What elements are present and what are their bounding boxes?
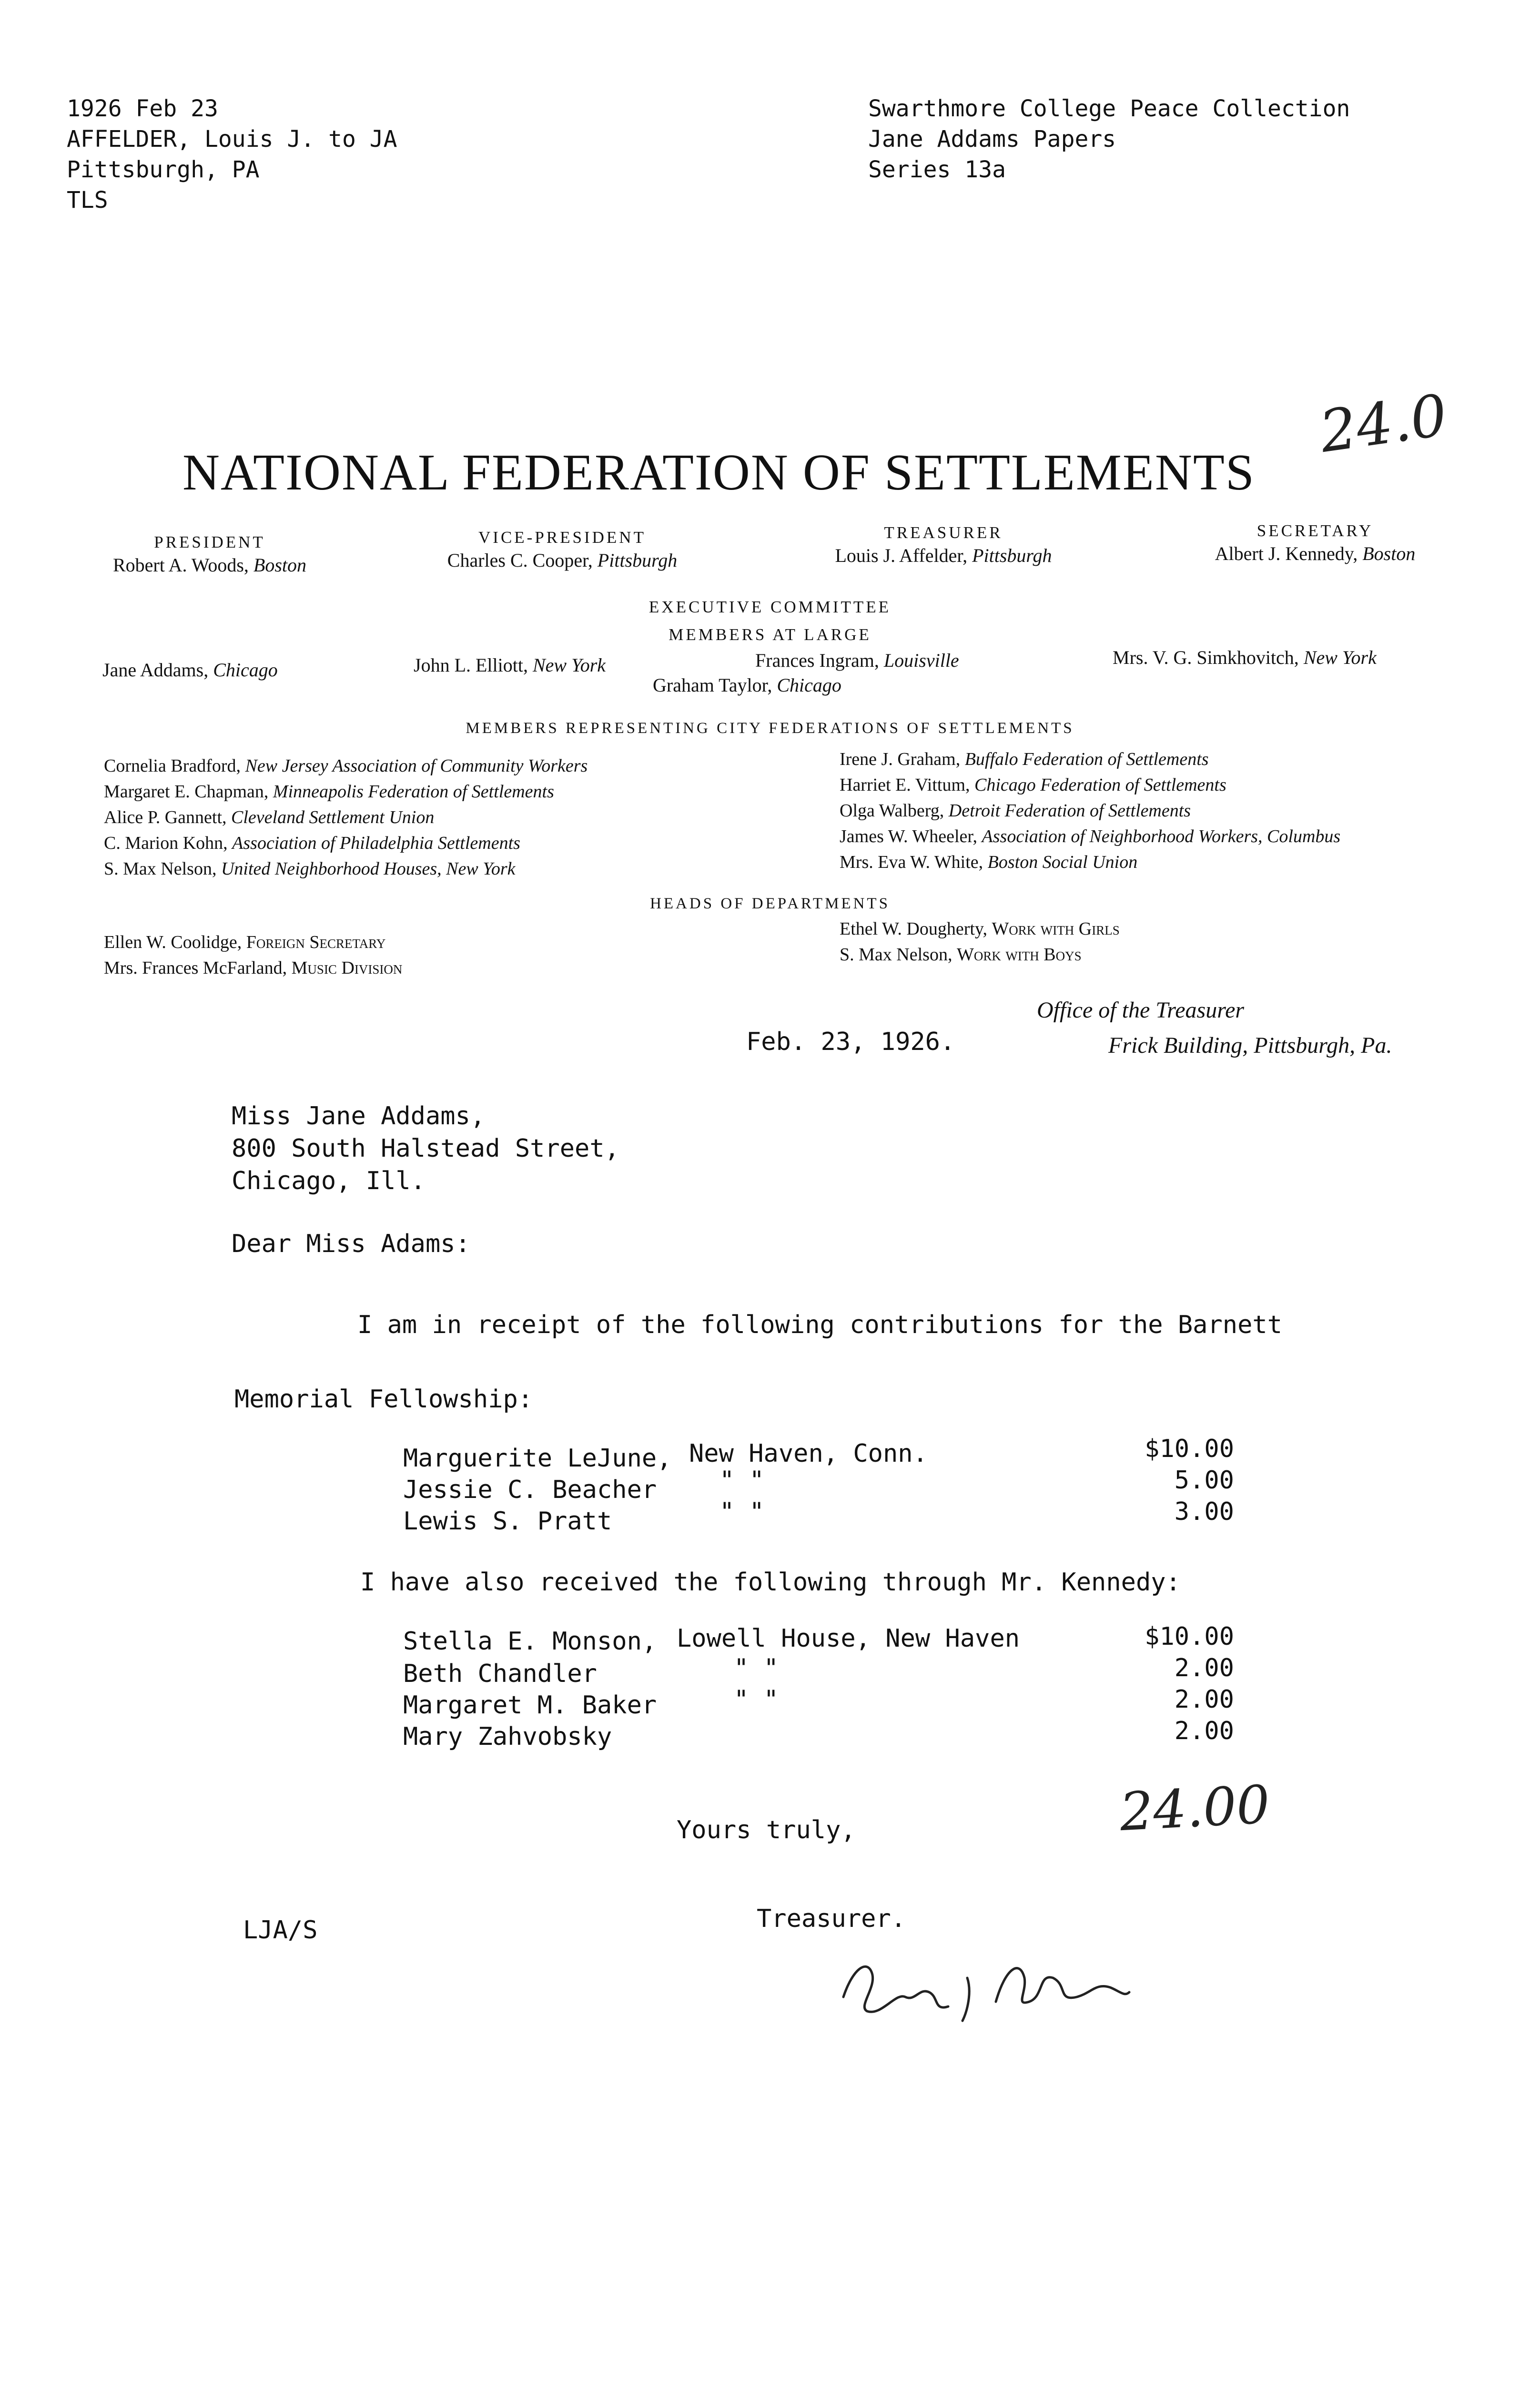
contribution-amount: 3.00 (1174, 1497, 1234, 1526)
kennedy-contribution-amount: 2.00 (1174, 1685, 1234, 1714)
kennedy-contribution-amount: 2.00 (1174, 1654, 1234, 1682)
archive-type: TLS (67, 187, 108, 214)
kennedy-contribution-place: " " (734, 1654, 779, 1682)
archive-papers: Jane Addams Papers (868, 126, 1116, 153)
archive-date: 1926 Feb 23 (67, 95, 218, 122)
kennedy-contribution-name: Stella E. Monson, (403, 1627, 657, 1656)
officer-name: Albert J. Kennedy, (1215, 543, 1358, 564)
member-at-large: Mrs. V. G. Simkhovitch, New York (1113, 647, 1377, 668)
officer-vice-president (419, 528, 705, 571)
signature-scribble (839, 1940, 1134, 2026)
officer-secretary (1172, 521, 1458, 565)
contribution-name: Marguerite LeJune, (403, 1444, 672, 1473)
kennedy-contribution-amount: $10.00 (1145, 1622, 1234, 1651)
handwritten-total-top: 24.0 (1316, 382, 1451, 466)
federation-member: Mrs. Eva W. White, Boston Social Union (840, 852, 1138, 872)
department-head: Mrs. Frances McFarland, Music Division (104, 958, 403, 978)
address-line: Miss Jane Addams, (232, 1102, 486, 1130)
officer-city: Pittsburgh (972, 545, 1052, 566)
officer-treasurer (800, 523, 1086, 567)
federation-member: Irene J. Graham, Buffalo Federation of Settlements (840, 749, 1209, 769)
contribution-place: " " (719, 1497, 764, 1526)
archive-series: Series 13a (868, 156, 1006, 183)
salutation: Dear Miss Adams: (232, 1230, 470, 1258)
officer-city: Boston (253, 554, 307, 576)
contribution-place: " " (719, 1466, 764, 1495)
kennedy-contribution-name: Beth Chandler (403, 1660, 597, 1688)
signature-title: Treasurer. (757, 1904, 906, 1933)
archive-meta-right (868, 93, 1350, 185)
archive-collection: Swarthmore College Peace Collection (868, 95, 1350, 122)
federation-member: James W. Wheeler, Association of Neighborhood Workers, Columbus (840, 826, 1341, 846)
officer-city: Pittsburgh (597, 550, 678, 571)
office-line-2: Frick Building, Pittsburgh, Pa. (1108, 1033, 1392, 1058)
kennedy-contribution-name: Mary Zahvobsky (403, 1722, 612, 1751)
heads-left (104, 929, 402, 981)
archive-correspondents: AFFELDER, Louis J. to JA (67, 126, 397, 153)
officer-role: TREASURER (884, 523, 1003, 542)
department-head: Ellen W. Coolidge, Foreign Secretary (104, 932, 386, 952)
typist-initials: LJA/S (243, 1916, 318, 1945)
member-at-large: Jane Addams, Chicago (102, 659, 278, 681)
heads-right (840, 916, 1120, 967)
city-federations-heading: MEMBERS REPRESENTING CITY FEDERATIONS OF SETTLEMENTS (466, 720, 1074, 737)
kennedy-contribution-name: Margaret M. Baker (403, 1691, 657, 1720)
officer-name: Charles C. Cooper, (447, 550, 593, 571)
archive-place: Pittsburgh, PA (67, 156, 260, 183)
letter-date: Feb. 23, 1926. (746, 1028, 955, 1056)
closing: Yours truly, (677, 1816, 856, 1844)
member-at-large: Graham Taylor, Chicago (653, 674, 841, 696)
federation-member: Cornelia Bradford, New Jersey Association of Community Workers (104, 756, 588, 776)
officer-city: Boston (1362, 543, 1416, 564)
kennedy-contribution-place: " " (734, 1685, 779, 1714)
office-line-1: Office of the Treasurer (1037, 998, 1245, 1023)
officer-name: Louis J. Affelder, (835, 545, 968, 566)
contribution-name: Lewis S. Pratt (403, 1507, 612, 1536)
federation-member: Alice P. Gannett, Cleveland Settlement Union (104, 807, 435, 827)
heads-of-departments-heading: HEADS OF DEPARTMENTS (650, 895, 890, 912)
officer-role: VICE-PRESIDENT (478, 528, 646, 547)
officer-name: Robert A. Woods, (112, 554, 249, 576)
federation-member: Olga Walberg, Detroit Federation of Settlements (840, 801, 1191, 821)
city-federations-left (104, 753, 588, 882)
body-paragraph-2: I have also received the following through Mr. Kennedy: (360, 1568, 1181, 1597)
kennedy-contribution-amount: 2.00 (1174, 1717, 1234, 1745)
contribution-amount: 5.00 (1174, 1466, 1234, 1495)
recipient-address (232, 1100, 619, 1197)
federation-member: S. Max Nelson, United Neighborhood Houses, New York (104, 859, 516, 879)
department-head: S. Max Nelson, Work with Boys (840, 945, 1082, 965)
kennedy-contribution-place: Lowell House, New Haven (677, 1624, 1020, 1653)
letterhead-title: NATIONAL FEDERATION OF SETTLEMENTS (182, 444, 1255, 501)
handwritten-total-bottom: 24.00 (1118, 1773, 1272, 1843)
federation-member: C. Marion Kohn, Association of Philadelphia Settlements (104, 833, 520, 853)
body-paragraph-1-line-2: Memorial Fellowship: (234, 1385, 533, 1414)
address-line: Chicago, Ill. (232, 1167, 426, 1195)
member-at-large: Frances Ingram, Louisville (755, 650, 959, 671)
address-line: 800 South Halstead Street, (232, 1134, 619, 1163)
contribution-place: New Haven, Conn. (689, 1439, 928, 1468)
department-head: Ethel W. Dougherty, Work with Girls (840, 919, 1120, 939)
federation-member: Margaret E. Chapman, Minneapolis Federation of Settlements (104, 782, 554, 802)
executive-committee-heading: EXECUTIVE COMMITTEE (648, 598, 892, 616)
archive-meta-left (67, 93, 397, 215)
body-paragraph-1-line-1: I am in receipt of the following contributions for the Barnett (357, 1311, 1283, 1339)
officer-president (86, 533, 334, 576)
contribution-amount: $10.00 (1145, 1435, 1234, 1463)
city-federations-right (840, 746, 1340, 875)
officer-role: SECRETARY (1256, 521, 1374, 540)
federation-member: Harriet E. Vittum, Chicago Federation of Settlements (840, 775, 1226, 795)
members-at-large-heading: MEMBERS AT LARGE (669, 625, 871, 644)
member-at-large: John L. Elliott, New York (414, 654, 606, 676)
officer-role: PRESIDENT (154, 533, 265, 551)
contribution-name: Jessie C. Beacher (403, 1476, 657, 1504)
